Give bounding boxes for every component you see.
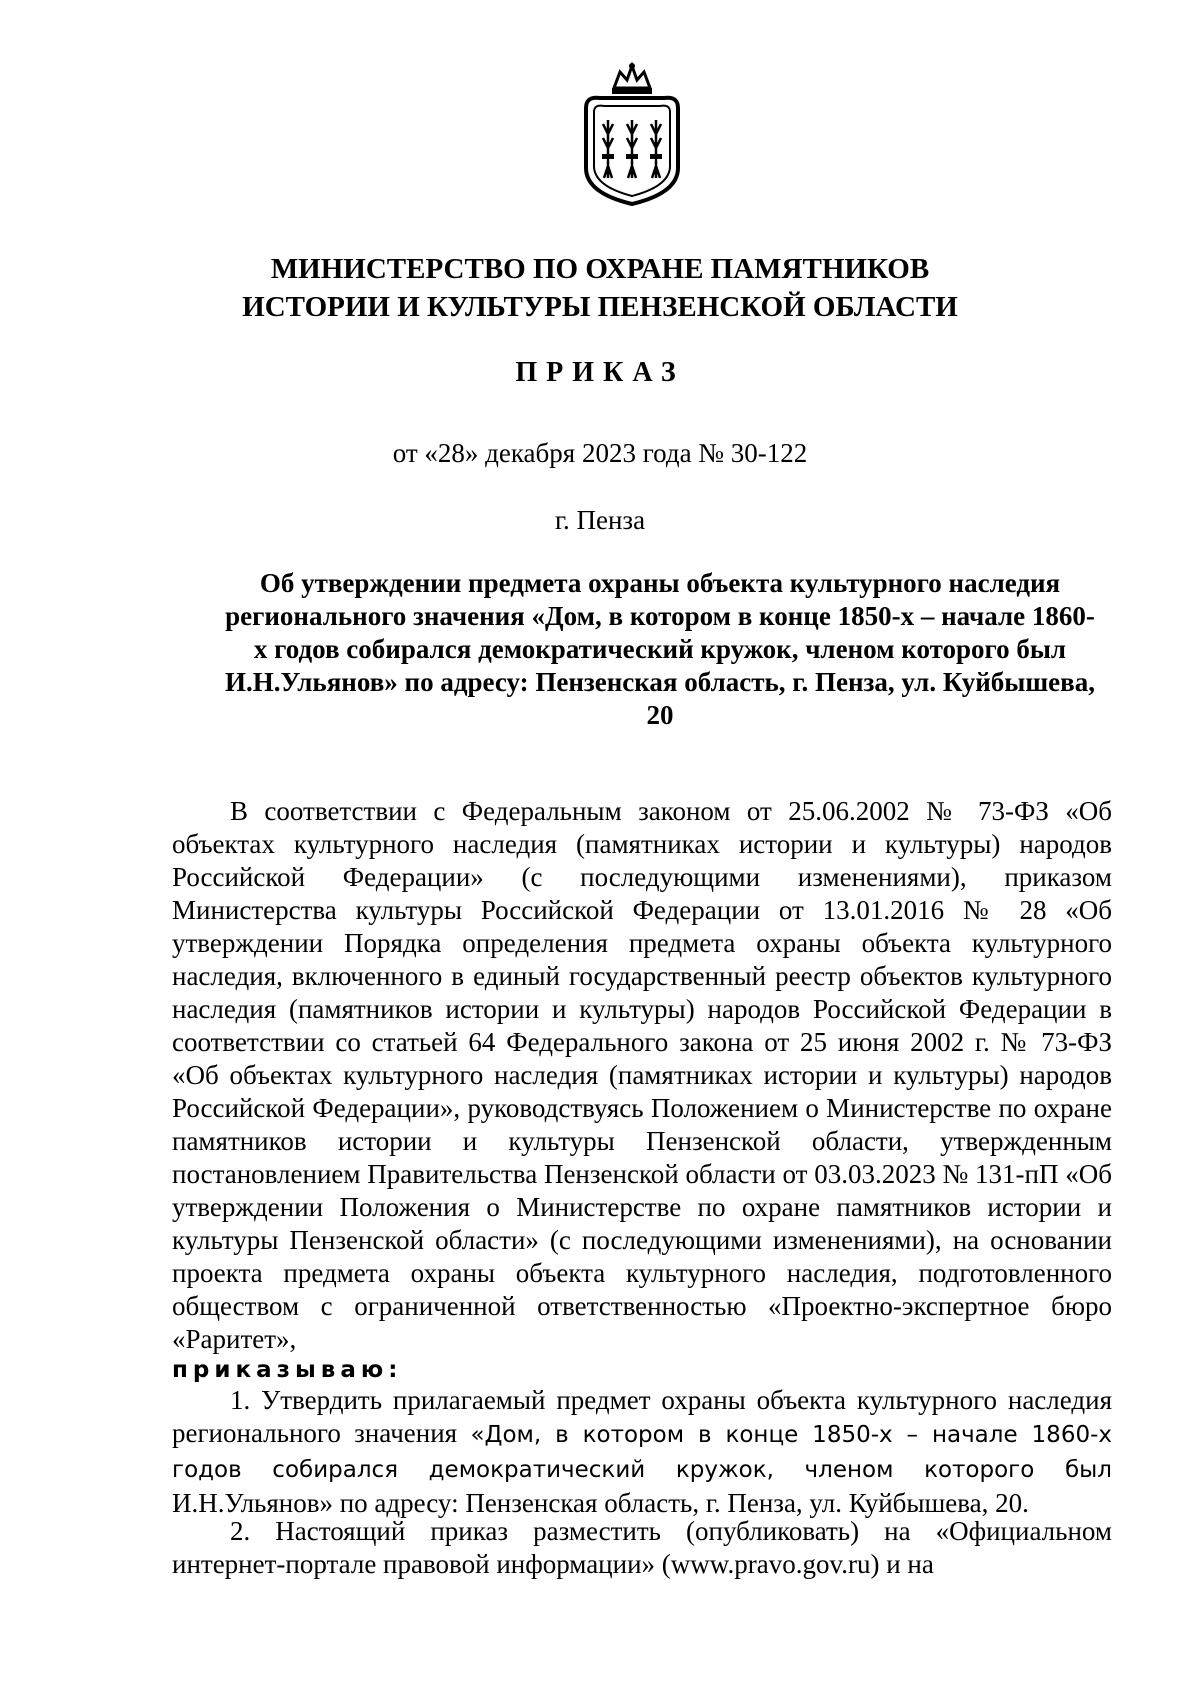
document-date-number: от «28» декабря 2023 года № 30-122 <box>392 438 808 468</box>
item-2-paragraph: 2. Настоящий приказ разместить (опубликовать) на «Официальном интернет-портале правовой информации» (www.pravo.gov.ru) и на <box>172 1516 1112 1579</box>
document-type: ПРИКАЗ <box>515 357 685 388</box>
item-1-start: 1. Утвердить прилагаемый предмет охраны объекта культурного наследия регионального значения <box>172 1385 1112 1448</box>
preamble-paragraph: В соответствии с Федеральным законом от 25.06.2002 № 73-ФЗ «Об объектах культурного наследия (памятниках истории и культуры) народов Российской Федерации» (с последующими изменениями), приказом Министерства культуры Российской Федерации от 13.01.2016 № 28 «Об утверждении Порядка определения предмета охраны объекта культурного наследия, включенного в единый государственный реестр объектов культурного наследия (памятников истории и культуры) народов Российской Федерации в соответствии со статьей 64 Федерального закона от 25 июня 2002 г. № 73-ФЗ «Об объектах культурного наследия (памятниках истории и культуры) народов Российской Федерации», руководствуясь Положением о Министерстве по охране памятников истории и культуры Пензенской области, утвержденным постановлением Правительства Пензенской области от 03.03.2023 № 131-пП «Об утверждении Положения о Министерстве по охране памятников истории и культуры Пензенской области» (с последующими изменениями), на основании проекта предмета охраны объекта культурного наследия, подготовленного обществом с ограниченной ответственностью «Проектно-экспертное бюро «Раритет», <box>172 796 1112 1354</box>
ministry-line-1: МИНИСТЕРСТВО ПО ОХРАНЕ ПАМЯТНИКОВ <box>270 253 930 285</box>
item-1-paragraph <box>172 1384 1112 1520</box>
ministry-line-2: ИСТОРИИ И КУЛЬТУРЫ ПЕНЗЕНСКОЙ ОБЛАСТИ <box>242 291 958 323</box>
ministry-title <box>150 250 1050 326</box>
decree-word: приказываю: <box>172 1357 403 1383</box>
item-1-end: И.Н.Ульянов» по адресу: Пензенская область, г. Пенза, ул. Куйбышева, 20. <box>172 1488 1029 1518</box>
document-city: г. Пенза <box>554 505 646 535</box>
document-subject: Об утверждении предмета охраны объекта культурного наследия регионального значения «Дом, в котором в конце 1850-х – начале 1860-х годов собирался демократический кружок, членом которого был И.Н.Ульянов» по адресу: Пензенская область, г. Пенза, ул. Куйбышева, 20 <box>225 568 1095 730</box>
item-1-object-name: «Дом, в котором в конце 1850-х – начале 1860-х годов собирался демократический кружок, членом которого был <box>172 1422 1112 1483</box>
coat-of-arms-icon <box>572 58 692 208</box>
